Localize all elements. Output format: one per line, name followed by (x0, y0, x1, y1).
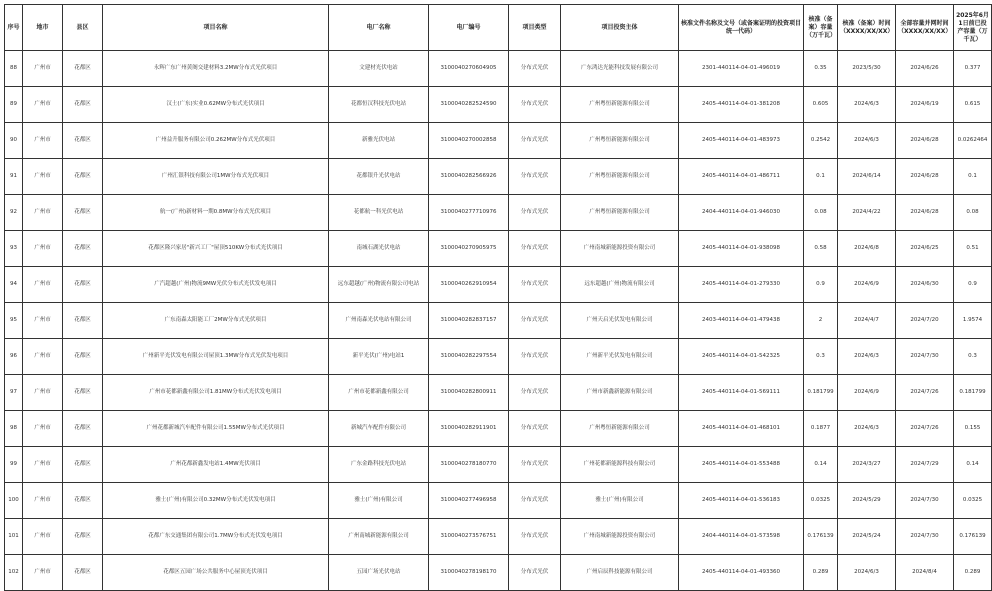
table-row (5, 267, 992, 303)
cell-approval: 2301-440114-04-01-496019 (679, 51, 804, 87)
cell-approval-date: 2023/5/30 (838, 51, 896, 87)
cell-grid-date: 2024/7/26 (896, 411, 954, 447)
cell-grid-date: 2024/6/28 (896, 195, 954, 231)
cell-code: 3100040270604905 (429, 51, 509, 87)
cell-no: 97 (5, 375, 23, 411)
cell-type: 分布式光伏 (509, 51, 561, 87)
cell-investor: 广州南城新能源投资有限公司 (561, 519, 679, 555)
cell-project: 永辉广东广州黄阁交建材料3.2MW分布式光伏项目 (103, 51, 329, 87)
cell-plant: 远东超越(广州)物流有限公司电站 (329, 267, 429, 303)
cell-investor: 广州粤恒新能源有限公司 (561, 195, 679, 231)
cell-plant: 广东金路科技光伏电站 (329, 447, 429, 483)
header-type: 项目类型 (509, 5, 561, 51)
cell-plant: 广州市花都新鑫有限公司 (329, 375, 429, 411)
cell-operated: 0.377 (954, 51, 992, 87)
cell-capacity: 0.58 (804, 231, 838, 267)
cell-approval-date: 2024/5/24 (838, 519, 896, 555)
cell-city: 广州市 (23, 483, 63, 519)
cell-code: 3100040277496958 (429, 483, 509, 519)
cell-no: 92 (5, 195, 23, 231)
cell-grid-date: 2024/7/30 (896, 483, 954, 519)
cell-code: 3100040282524590 (429, 87, 509, 123)
cell-operated: 0.1 (954, 159, 992, 195)
cell-capacity: 0.3 (804, 339, 838, 375)
table-row (5, 195, 992, 231)
cell-city: 广州市 (23, 123, 63, 159)
cell-city: 广州市 (23, 51, 63, 87)
cell-project: 广州汇银科技有限公司1MW分布式光伏项目 (103, 159, 329, 195)
cell-capacity: 0.0325 (804, 483, 838, 519)
header-plant: 电厂名称 (329, 5, 429, 51)
cell-project: 广州花都新鑫发电站1.4MW光伏项目 (103, 447, 329, 483)
cell-code: 3100040278180770 (429, 447, 509, 483)
cell-approval: 2405-440114-04-01-381208 (679, 87, 804, 123)
cell-city: 广州市 (23, 375, 63, 411)
cell-no: 95 (5, 303, 23, 339)
cell-code: 3100040282837157 (429, 303, 509, 339)
cell-city: 广州市 (23, 339, 63, 375)
cell-approval-date: 2024/4/22 (838, 195, 896, 231)
cell-grid-date: 2024/7/20 (896, 303, 954, 339)
cell-capacity: 0.605 (804, 87, 838, 123)
cell-investor: 广州粤恒新能源有限公司 (561, 411, 679, 447)
cell-city: 广州市 (23, 267, 63, 303)
cell-operated: 0.51 (954, 231, 992, 267)
cell-grid-date: 2024/6/19 (896, 87, 954, 123)
cell-code: 3100040282566926 (429, 159, 509, 195)
cell-district: 花都区 (63, 303, 103, 339)
cell-approval-date: 2024/6/3 (838, 411, 896, 447)
cell-investor: 广州南城新能源投资有限公司 (561, 231, 679, 267)
cell-city: 广州市 (23, 303, 63, 339)
cell-capacity: 0.9 (804, 267, 838, 303)
table-header (5, 5, 992, 51)
cell-city: 广州市 (23, 411, 63, 447)
cell-approval: 2404-440114-04-01-573598 (679, 519, 804, 555)
cell-plant: 南城石湖光伏电站 (329, 231, 429, 267)
cell-project: 广州新平光伏发电有限公司屋顶1.3MW分布式光伏发电项目 (103, 339, 329, 375)
cell-no: 99 (5, 447, 23, 483)
cell-district: 花都区 (63, 339, 103, 375)
document-page (4, 4, 989, 591)
cell-district: 花都区 (63, 159, 103, 195)
header-no: 序号 (5, 5, 23, 51)
table-body (5, 51, 992, 591)
cell-operated: 0.9 (954, 267, 992, 303)
cell-type: 分布式光伏 (509, 519, 561, 555)
cell-approval: 2405-440114-04-01-553488 (679, 447, 804, 483)
cell-investor: 远东超越(广州)物流有限公司 (561, 267, 679, 303)
cell-no: 89 (5, 87, 23, 123)
cell-type: 分布式光伏 (509, 87, 561, 123)
header-city: 地市 (23, 5, 63, 51)
cell-project: 广州花都新城汽车配件有限公司1.55MW分布式光伏项目 (103, 411, 329, 447)
cell-operated: 0.181799 (954, 375, 992, 411)
cell-plant: 花都航一科光伏电站 (329, 195, 429, 231)
header-grid-date: 全部容量并网时间（XXXX/XX/XX） (896, 5, 954, 51)
cell-operated: 0.08 (954, 195, 992, 231)
cell-approval: 2405-440114-04-01-569111 (679, 375, 804, 411)
cell-operated: 0.0325 (954, 483, 992, 519)
header-investor: 项目投资主体 (561, 5, 679, 51)
cell-grid-date: 2024/7/26 (896, 375, 954, 411)
cell-approval-date: 2024/6/9 (838, 375, 896, 411)
cell-type: 分布式光伏 (509, 123, 561, 159)
header-project: 项目名称 (103, 5, 329, 51)
cell-district: 花都区 (63, 123, 103, 159)
cell-district: 花都区 (63, 195, 103, 231)
table-row (5, 519, 992, 555)
cell-district: 花都区 (63, 483, 103, 519)
cell-investor: 雅士(广州)有限公司 (561, 483, 679, 519)
cell-district: 花都区 (63, 447, 103, 483)
cell-investor: 广州市新鑫新能源有限公司 (561, 375, 679, 411)
cell-approval-date: 2024/3/27 (838, 447, 896, 483)
table-row (5, 375, 992, 411)
cell-capacity: 0.181799 (804, 375, 838, 411)
cell-type: 分布式光伏 (509, 339, 561, 375)
table-row (5, 51, 992, 87)
cell-city: 广州市 (23, 447, 63, 483)
table-row (5, 87, 992, 123)
header-approval-date: 核准（备案）时间（XXXX/XX/XX） (838, 5, 896, 51)
cell-approval-date: 2024/6/3 (838, 339, 896, 375)
cell-district: 花都区 (63, 375, 103, 411)
cell-district: 花都区 (63, 267, 103, 303)
cell-project: 广汽超越(广州)物流9MW光伏分布式光伏发电项目 (103, 267, 329, 303)
cell-plant: 新平光伏(广州)电站1 (329, 339, 429, 375)
cell-city: 广州市 (23, 555, 63, 591)
table-row (5, 483, 992, 519)
cell-capacity: 0.176139 (804, 519, 838, 555)
cell-operated: 0.176139 (954, 519, 992, 555)
project-table (4, 4, 992, 591)
cell-code: 3100040273576751 (429, 519, 509, 555)
cell-plant: 新城汽车配件有限公司 (329, 411, 429, 447)
cell-approval: 2405-440114-04-01-536183 (679, 483, 804, 519)
cell-grid-date: 2024/6/26 (896, 51, 954, 87)
cell-approval-date: 2024/5/29 (838, 483, 896, 519)
cell-code: 3100040282800911 (429, 375, 509, 411)
cell-type: 分布式光伏 (509, 375, 561, 411)
cell-grid-date: 2024/7/30 (896, 339, 954, 375)
cell-code: 3100040270002858 (429, 123, 509, 159)
cell-no: 100 (5, 483, 23, 519)
cell-approval: 2405-440114-04-01-938098 (679, 231, 804, 267)
cell-city: 广州市 (23, 231, 63, 267)
cell-capacity: 0.1 (804, 159, 838, 195)
cell-type: 分布式光伏 (509, 483, 561, 519)
cell-grid-date: 2024/7/29 (896, 447, 954, 483)
cell-capacity: 0.35 (804, 51, 838, 87)
cell-city: 广州市 (23, 195, 63, 231)
cell-plant: 雅士(广州)有限公司 (329, 483, 429, 519)
cell-grid-date: 2024/6/30 (896, 267, 954, 303)
cell-no: 98 (5, 411, 23, 447)
cell-grid-date: 2024/7/30 (896, 519, 954, 555)
table-row (5, 411, 992, 447)
cell-approval: 2403-440114-04-01-479438 (679, 303, 804, 339)
cell-type: 分布式光伏 (509, 411, 561, 447)
cell-investor: 广州粤恒新能源有限公司 (561, 123, 679, 159)
cell-type: 分布式光伏 (509, 195, 561, 231)
table-row (5, 231, 992, 267)
cell-no: 90 (5, 123, 23, 159)
cell-code: 3100040282297554 (429, 339, 509, 375)
cell-investor: 广州粤恒新能源有限公司 (561, 159, 679, 195)
cell-project: 汉士(广东)实业0.62MW分布式光伏项目 (103, 87, 329, 123)
cell-capacity: 0.1877 (804, 411, 838, 447)
table-row (5, 555, 992, 591)
cell-project: 花都广东交通集团有限公司1.7MW分布式光伏发电项目 (103, 519, 329, 555)
cell-approval: 2405-440114-04-01-486711 (679, 159, 804, 195)
cell-grid-date: 2024/8/4 (896, 555, 954, 591)
header-operated: 2025年6月1日前已投产容量（万千瓦） (954, 5, 992, 51)
cell-operated: 0.155 (954, 411, 992, 447)
cell-plant: 文建材光伏电站 (329, 51, 429, 87)
cell-capacity: 2 (804, 303, 838, 339)
cell-district: 花都区 (63, 51, 103, 87)
cell-district: 花都区 (63, 411, 103, 447)
cell-plant: 花都恒汉科技光伏电站 (329, 87, 429, 123)
cell-type: 分布式光伏 (509, 555, 561, 591)
cell-code: 3100040262910954 (429, 267, 509, 303)
cell-type: 分布式光伏 (509, 159, 561, 195)
cell-project: 雅士(广州)有限公司0.32MW分布式光伏发电项目 (103, 483, 329, 519)
cell-operated: 0.3 (954, 339, 992, 375)
table-row (5, 447, 992, 483)
cell-project: 花都区隆兴家居"新兴工厂"屋顶510KW分布式光伏项目 (103, 231, 329, 267)
cell-investor: 广州启辰科技能源有限公司 (561, 555, 679, 591)
cell-grid-date: 2024/6/28 (896, 159, 954, 195)
cell-project: 广州益升服务有限公司0.262MW分布式光伏项目 (103, 123, 329, 159)
cell-investor: 广州花都新能源科技有限公司 (561, 447, 679, 483)
cell-investor: 广州天启光伏发电有限公司 (561, 303, 679, 339)
header-row (5, 5, 992, 51)
cell-type: 分布式光伏 (509, 231, 561, 267)
cell-type: 分布式光伏 (509, 303, 561, 339)
header-code: 电厂编号 (429, 5, 509, 51)
table-row (5, 123, 992, 159)
table-row (5, 159, 992, 195)
cell-code: 3100040270905975 (429, 231, 509, 267)
cell-capacity: 0.08 (804, 195, 838, 231)
cell-plant: 广州南城新能源有限公司 (329, 519, 429, 555)
cell-approval: 2405-440114-04-01-493360 (679, 555, 804, 591)
cell-approval-date: 2024/6/3 (838, 123, 896, 159)
cell-code: 3100040277710976 (429, 195, 509, 231)
cell-capacity: 0.2542 (804, 123, 838, 159)
cell-no: 102 (5, 555, 23, 591)
cell-plant: 五园广场光伏电站 (329, 555, 429, 591)
cell-no: 88 (5, 51, 23, 87)
cell-project: 花都区五园广场公共服务中心屋顶光伏项目 (103, 555, 329, 591)
cell-plant: 新雅光伏电站 (329, 123, 429, 159)
header-district: 县区 (63, 5, 103, 51)
cell-approval-date: 2024/6/14 (838, 159, 896, 195)
table-row (5, 339, 992, 375)
cell-no: 91 (5, 159, 23, 195)
header-approval: 核准文件名称及文号（或备案证明的投资项目统一代码） (679, 5, 804, 51)
cell-approval-date: 2024/6/8 (838, 231, 896, 267)
cell-project: 广东南森太阳能工厂2MW分布式光伏项目 (103, 303, 329, 339)
cell-project: 航一(广州)新材料一期0.8MW分布式光伏项目 (103, 195, 329, 231)
cell-code: 3100040278198170 (429, 555, 509, 591)
cell-type: 分布式光伏 (509, 267, 561, 303)
table-row (5, 303, 992, 339)
cell-district: 花都区 (63, 555, 103, 591)
cell-investor: 广州新平光伏发电有限公司 (561, 339, 679, 375)
cell-operated: 1.9574 (954, 303, 992, 339)
cell-investor: 广州粤恒新能源有限公司 (561, 87, 679, 123)
cell-capacity: 0.289 (804, 555, 838, 591)
cell-no: 96 (5, 339, 23, 375)
cell-capacity: 0.14 (804, 447, 838, 483)
cell-approval-date: 2024/6/3 (838, 87, 896, 123)
cell-project: 广州市花都新鑫有限公司1.81MW分布式光伏发电项目 (103, 375, 329, 411)
cell-approval: 2404-440114-04-01-946030 (679, 195, 804, 231)
cell-type: 分布式光伏 (509, 447, 561, 483)
cell-plant: 广州南森光伏电站有限公司 (329, 303, 429, 339)
cell-district: 花都区 (63, 519, 103, 555)
cell-grid-date: 2024/6/28 (896, 123, 954, 159)
cell-approval: 2405-440114-04-01-468101 (679, 411, 804, 447)
cell-district: 花都区 (63, 87, 103, 123)
header-capacity: 核准（备案）容量（万千瓦） (804, 5, 838, 51)
cell-operated: 0.14 (954, 447, 992, 483)
cell-approval: 2405-440114-04-01-279330 (679, 267, 804, 303)
cell-approval-date: 2024/6/9 (838, 267, 896, 303)
cell-approval-date: 2024/6/3 (838, 555, 896, 591)
cell-operated: 0.615 (954, 87, 992, 123)
cell-city: 广州市 (23, 159, 63, 195)
cell-operated: 0.0262464 (954, 123, 992, 159)
cell-approval-date: 2024/4/7 (838, 303, 896, 339)
cell-grid-date: 2024/6/25 (896, 231, 954, 267)
cell-approval: 2405-440114-04-01-542325 (679, 339, 804, 375)
cell-investor: 广东鸿达光能科技发展有限公司 (561, 51, 679, 87)
cell-no: 101 (5, 519, 23, 555)
cell-city: 广州市 (23, 519, 63, 555)
cell-no: 94 (5, 267, 23, 303)
cell-city: 广州市 (23, 87, 63, 123)
cell-district: 花都区 (63, 231, 103, 267)
cell-no: 93 (5, 231, 23, 267)
cell-code: 3100040282911901 (429, 411, 509, 447)
cell-plant: 花都银升光伏电站 (329, 159, 429, 195)
cell-approval: 2405-440114-04-01-483973 (679, 123, 804, 159)
cell-operated: 0.289 (954, 555, 992, 591)
